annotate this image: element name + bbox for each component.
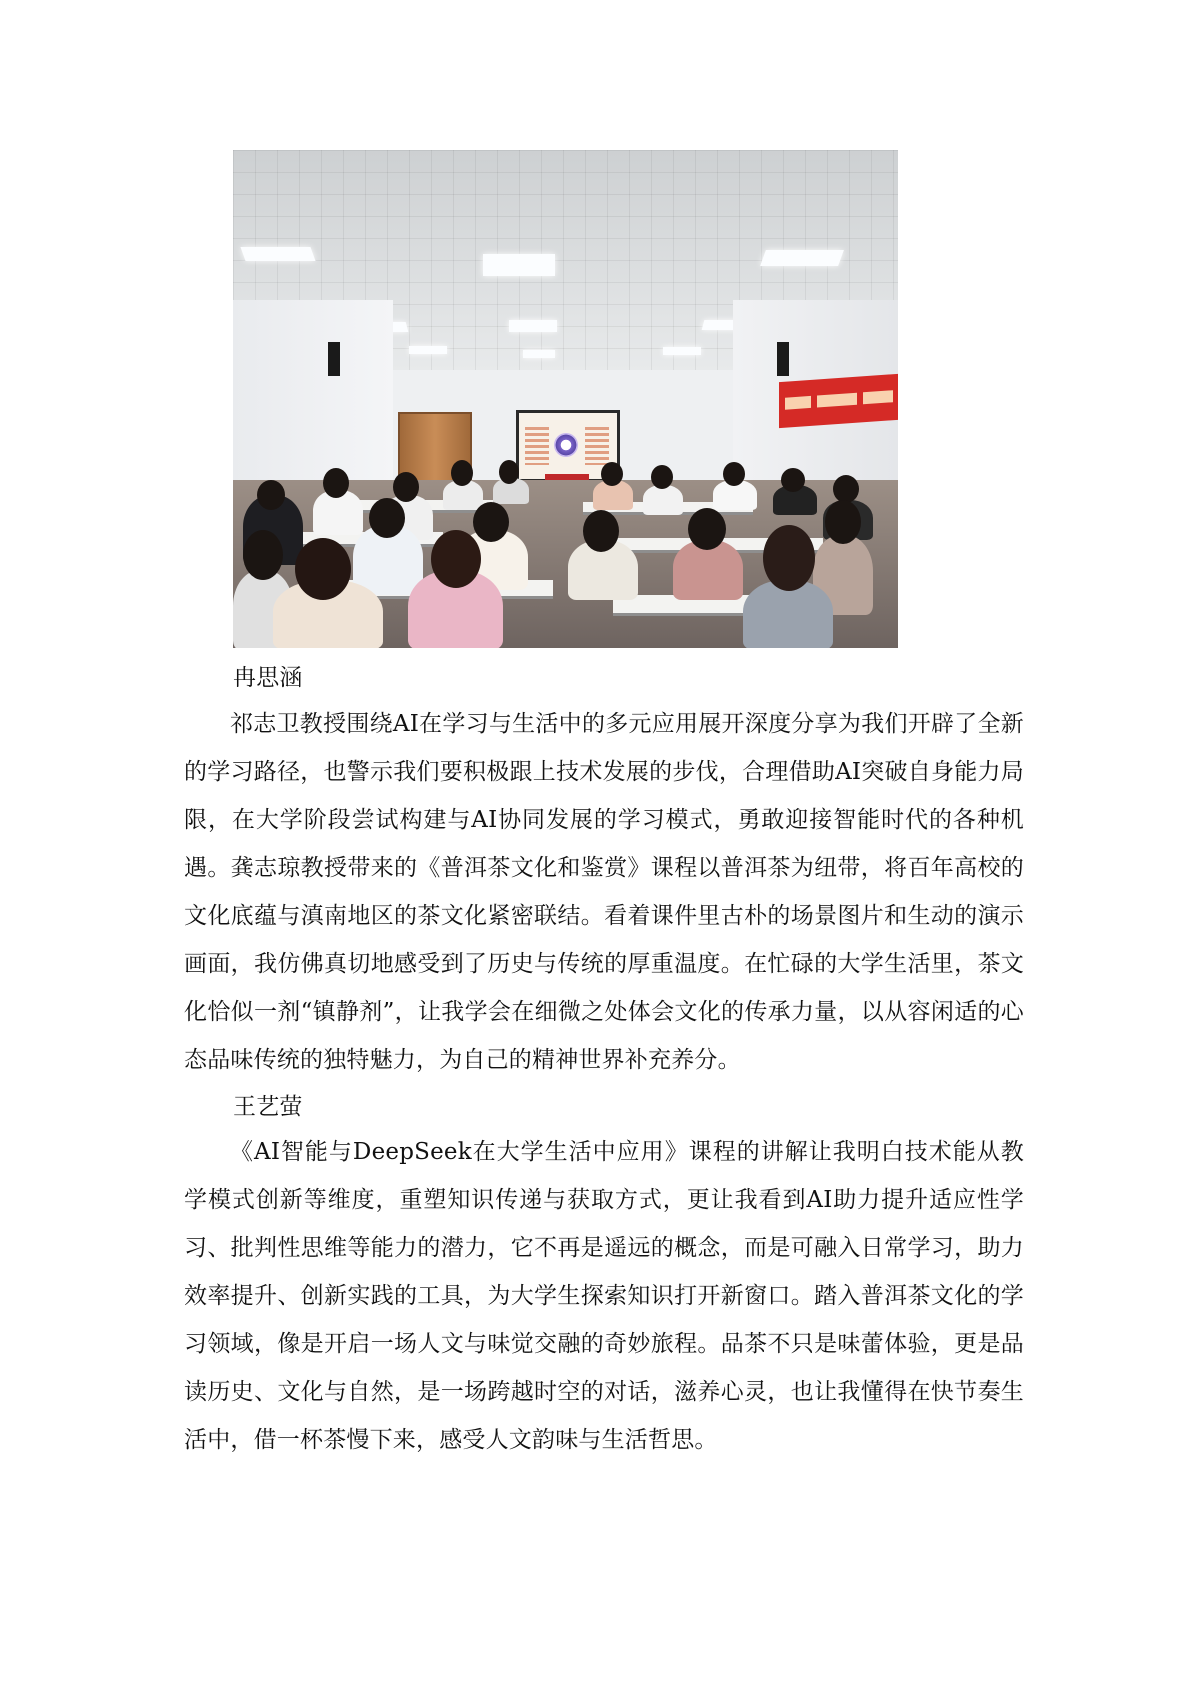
student-head bbox=[451, 460, 473, 486]
student-head bbox=[323, 468, 349, 498]
student-head bbox=[763, 525, 815, 591]
reflection-paragraph: 祁志卫教授围绕AI在学习与生活中的多元应用展开深度分享为我们开辟了全新的学习路径，也警示我们要积极跟上技术发展的步伐，合理借助AI突破自身能力局限，在大学阶段尝试构建与AI协同发展的学习模式，勇敢迎接智能时代的各种机遇。龚志琼教授带来的《普洱茶文化和鉴赏》课程以普洱茶为纽带，将百年高校的文化底蕴与滇南地区的茶文化紧密联结。看着课件里古朴的场景图片和生动的演示画面，我仿佛真切地感受到了历史与传统的厚重温度。在忙碌的大学生活里，茶文化恰似一剂“镇静剂”，让我学会在细微之处体会文化的传承力量，以从容闲适的心态品味传统的独特魅力，为自己的精神世界补充养分。 bbox=[184, 711, 1024, 1073]
student-head bbox=[781, 468, 805, 492]
student-head bbox=[369, 498, 405, 538]
speaker-icon bbox=[328, 342, 340, 376]
student-head bbox=[257, 480, 285, 510]
student-head bbox=[601, 462, 623, 486]
author-name: 冉思涵 bbox=[233, 665, 303, 691]
student-head bbox=[473, 502, 509, 542]
ceiling-light bbox=[760, 250, 844, 266]
speaker-icon bbox=[777, 342, 789, 376]
slide-text-block bbox=[585, 427, 609, 465]
student-head bbox=[723, 462, 745, 486]
ceiling-light bbox=[409, 346, 447, 354]
student-head bbox=[833, 475, 859, 503]
student-head bbox=[688, 508, 726, 550]
ceiling-light bbox=[509, 320, 557, 332]
slide-text-block bbox=[525, 427, 549, 465]
classroom-photo bbox=[233, 150, 898, 648]
student-head bbox=[825, 500, 861, 544]
student-head bbox=[583, 510, 619, 552]
ceiling-light bbox=[483, 254, 555, 276]
ceiling-light bbox=[523, 350, 555, 358]
author-name: 王艺萤 bbox=[233, 1094, 303, 1120]
student-head bbox=[393, 472, 419, 502]
student-head bbox=[499, 460, 519, 484]
slide-diagram-icon bbox=[554, 433, 578, 457]
student-head bbox=[431, 530, 481, 588]
reflection-paragraph: 《AI智能与DeepSeek在大学生活中应用》课程的讲解让我明白技术能从教学模式创新等维度，重塑知识传递与获取方式，更让我看到AI助力提升适应性学习、批判性思维等能力的潜力，它不再是遥远的概念，而是可融入日常学习，助力效率提升、创新实践的工具，为大学生探索知识打开新窗口。踏入普洱茶文化的学习领域，像是开启一场人文与味觉交融的奇妙旅程。品茶不只是味蕾体验，更是品读历史、文化与自然，是一场跨越时空的对话，滋养心灵，也让我懂得在快节奏生活中，借一杯茶慢下来，感受人文韵味与生活哲思。 bbox=[184, 1139, 1024, 1453]
ceiling-light bbox=[240, 247, 315, 261]
student-head bbox=[295, 538, 351, 600]
ceiling-light bbox=[663, 347, 701, 355]
student-head bbox=[243, 530, 283, 580]
student-head bbox=[651, 465, 673, 489]
student bbox=[643, 485, 683, 515]
red-banner bbox=[779, 374, 898, 428]
